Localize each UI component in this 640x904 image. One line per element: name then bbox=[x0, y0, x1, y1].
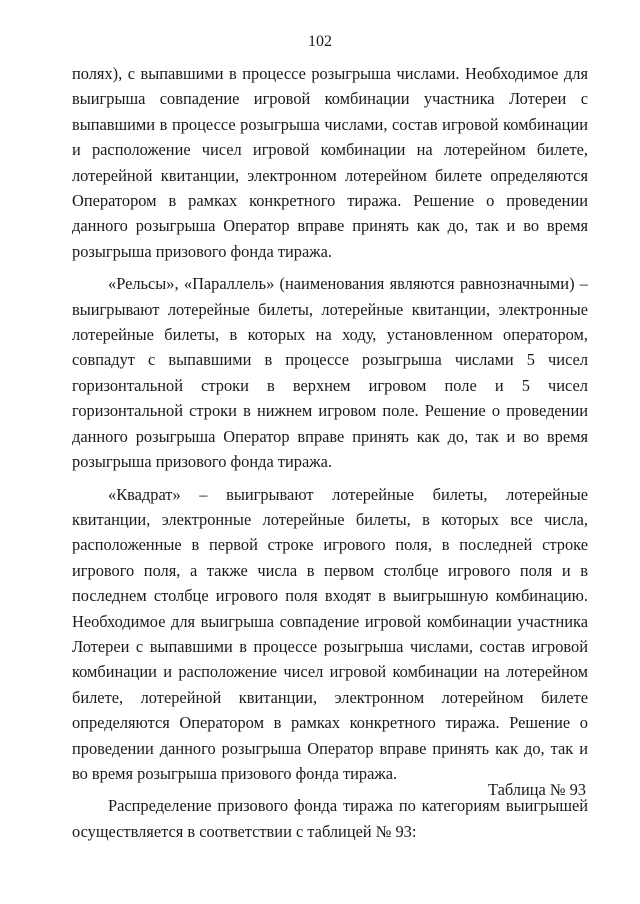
paragraph-spacer bbox=[72, 475, 588, 482]
paragraph-square: «Квадрат» – выигрывают лотерейные билеты, лотерейные квитанции, электронные лотерейные билеты, в которых все числа, расположенные в первой строке игрового поля, в последней строке игрового поля, а также числа в первом столбце игрового поля и в последнем столбце игрового поля входят в выигрышную комбинацию. Необходимое для выигрыша совпадение игровой комбинации участника Лотереи с выпавшими в процессе розыгрыша числами, состав игровой комбинации и расположение чисел игровой комбинации на лотерейном билете, лотерейной квитанции, электронном лотерейном билете определяются Оператором в рамках конкретного тиража. Решение о проведении данного розыгрыша Оператор вправе принять как до, так и во время розыгрыша призового фонда тиража. bbox=[72, 484, 588, 783]
document-body bbox=[72, 61, 588, 844]
table-caption: Таблица № 93 bbox=[487, 780, 586, 799]
page-number: 102 bbox=[308, 33, 332, 50]
paragraph-spacer bbox=[72, 264, 588, 271]
paragraph-continuation: полях), с выпавшими в процессе розыгрыша числами. Необходимое для выигрыша совпадение игровой комбинации участника Лотереи с выпавшими в процессе розыгрыша числами, состав игровой комбинации и расположение чисел игровой комбинации на лотерейном билете, лотерейной квитанции, электронном лотерейном билете определяются Оператором в рамках конкретного тиража. Решение о проведении данного розыгрыша Оператор вправе принять как до, так и во время розыгрыша призового фонда тиража. bbox=[72, 64, 588, 261]
paragraph-distribution: Распределение призового фонда тиража по категориям выигрышей осуществляется в соответствии с таблицей № 93: bbox=[72, 796, 588, 841]
paragraph-rails: «Рельсы», «Параллель» (наименования являются равнозначными) – выигрывают лотерейные билеты, лотерейные квитанции, электронные лотерейные билеты, в которых на ходу, установленном оператором, совпадут с выпавшими в процессе розыгрыша числами 5 чисел горизонтальной строки в верхнем игровом поле и 5 чисел горизонтальной строки в нижнем игровом поле. Решение о проведении данного розыгрыша Оператор вправе принять как до, так и во время розыгрыша призового фонда тиража. bbox=[72, 274, 588, 472]
